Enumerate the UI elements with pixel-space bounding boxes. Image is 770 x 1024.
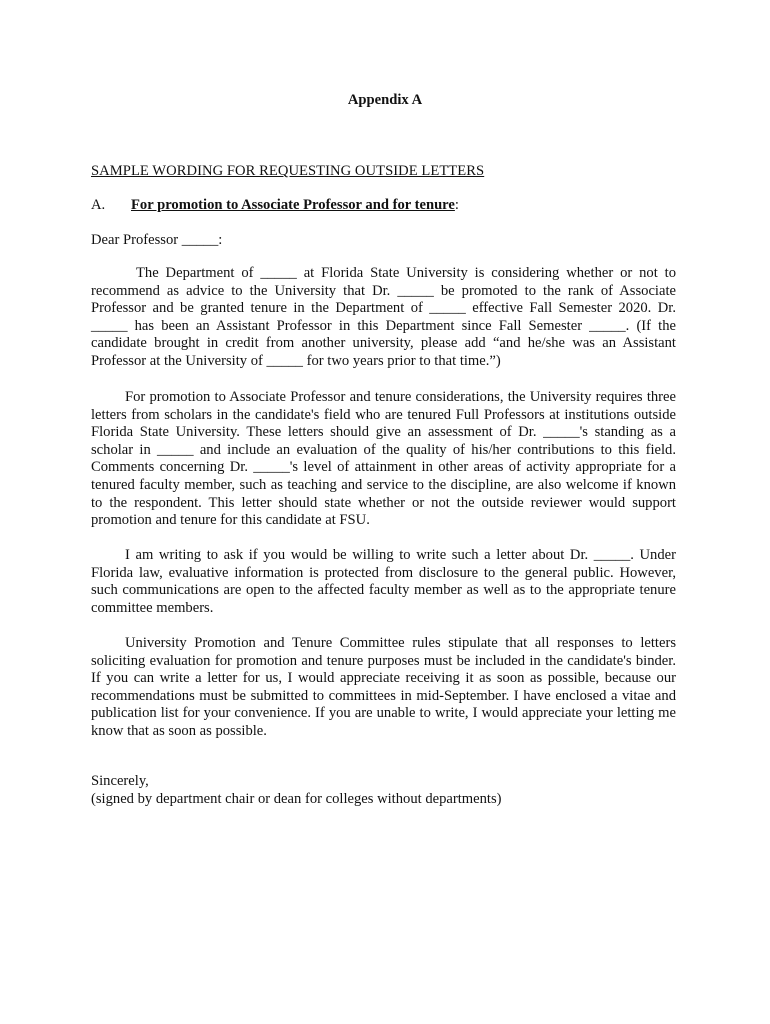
document-heading: SAMPLE WORDING FOR REQUESTING OUTSIDE LETTERS <box>91 163 485 179</box>
signature-note: (signed by department chair or dean for colleges without departments) <box>91 791 502 807</box>
paragraph-request: I am writing to ask if you would be willing to write such a letter about Dr. _____. Under Florida law, evaluative information is protected from disclosure to the general public. However, such communications are open to the affected faculty member as well as to the appropriate tenure committee members. <box>91 547 676 616</box>
paragraph-requirements: For promotion to Associate Professor and tenure considerations, the University requires three letters from scholars in the candidate's field who are tenured Full Professors at institutions outside Florida State University. These letters should give an assessment of Dr. _____'s standing as a scholar in _____ and include an evaluation of the quality of his/her contributions to this field. Comments concerning Dr. _____'s level of attainment in other areas of activity appropriate for a tenured faculty member, such as teaching and service to the discipline, are also welcome if known to the respondent. This letter should state whether or not the outside reviewer would support promotion and tenure for this candidate at FSU. <box>91 389 676 529</box>
paragraph-department-consideration: The Department of _____ at Florida State University is considering whether or not to recommend as advice to the University that Dr. _____ be promoted to the rank of Associate Professor and be granted tenure in the Department of _____ effective Fall Semester 2020. Dr. _____ has been an Assistant Professor in this Department since Fall Semester _____. (If the candidate brought in credit from another university, please add “and he/she was an Assistant Professor at the University of _____ for two years prior to that time.”) <box>91 265 676 369</box>
section-title: For promotion to Associate Professor and for tenure <box>131 197 455 213</box>
closing: Sincerely, <box>91 773 149 789</box>
section-header <box>91 197 691 214</box>
page-title: Appendix A <box>347 92 423 108</box>
section-suffix: : <box>454 197 459 213</box>
paragraph-committee-rules: University Promotion and Tenure Committee rules stipulate that all responses to letters soliciting evaluation for promotion and tenure purposes must be included in the candidate's binder. If you can write a letter for us, I would appreciate receiving it as soon as possible, because our recommendations must be submitted to committees in mid-September. I have enclosed a vitae and publication list for your convenience. If you are unable to write, I would appreciate your letting me know that as soon as possible. <box>91 635 676 739</box>
salutation: Dear Professor _____: <box>91 232 223 248</box>
section-number: A. <box>91 197 106 213</box>
